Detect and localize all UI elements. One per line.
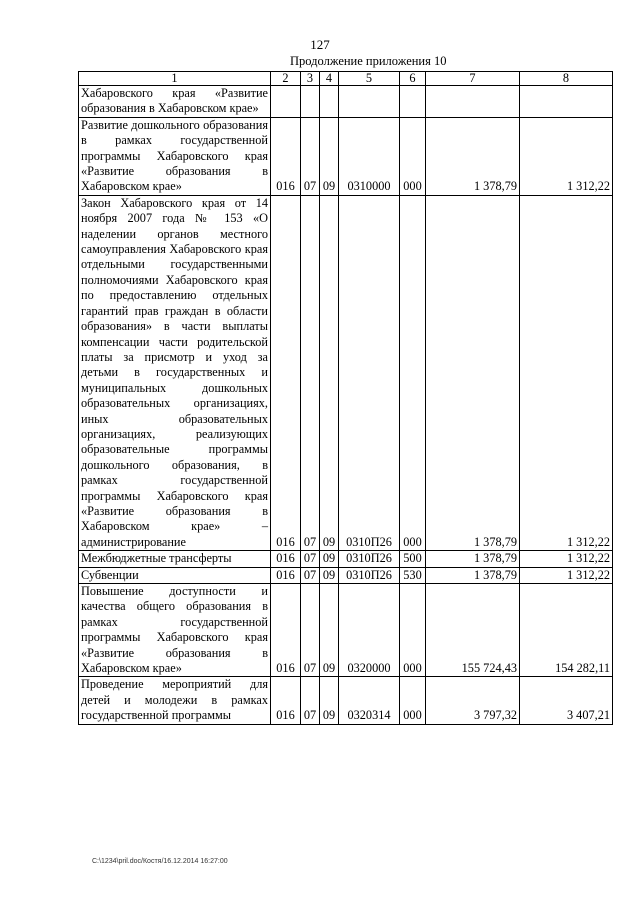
cell-c4: 09 [320,677,339,724]
cell-c4: 09 [320,567,339,583]
budget-table [78,71,613,725]
cell-c7: 1 378,79 [426,567,520,583]
page-number: 127 [310,37,330,52]
row-name-cell: Развитие дошкольного образования в рамках государственной программы Хабаровского края «Развитие образования в Хабаровском крае» [79,117,271,195]
cell-c8 [520,86,613,118]
table-row [79,677,613,724]
cell-c3: 07 [301,677,320,724]
cell-c7 [426,86,520,118]
row-name-cell: Повышение доступности и качества общего образования в рамках государственной программы Хабаровского края «Развитие образования в Хабаровском крае» [79,584,271,677]
col-header-4: 4 [320,72,339,86]
cell-c5: 0320000 [339,584,400,677]
row-name-cell: Проведение мероприятий для детей и молодежи в рамках государственной программы [79,677,271,724]
table-row [79,117,613,195]
cell-c3: 07 [301,117,320,195]
cell-c2: 016 [271,677,301,724]
cell-c3 [301,86,320,118]
cell-c3: 07 [301,195,320,550]
row-name-cell: Закон Хабаровского края от 14 ноября 2007 года № 153 «О наделении органов местного самоуправления Хабаровского края отдельными государственными полномочиями Хабаровского края по предоставлению отдельных гарантий прав граждан в области образования» в части выплаты компенсации части родительской платы за присмотр и уход за детьми в государственных и муниципальных дошкольных образовательных организациях, иных образовательных организациях, реализующих образовательные программы дошкольного образования, в рамках государственной программы Хабаровского края «Развитие образования в Хабаровском крае» – администрирование [79,195,271,550]
cell-c2: 016 [271,584,301,677]
col-header-7: 7 [426,72,520,86]
continuation-caption: Продолжение приложения 10 [290,54,447,68]
cell-c7: 1 378,79 [426,195,520,550]
cell-c4: 09 [320,584,339,677]
cell-c8: 1 312,22 [520,551,613,567]
cell-c5: 0310П26 [339,195,400,550]
cell-c8: 154 282,11 [520,584,613,677]
cell-c7: 155 724,43 [426,584,520,677]
cell-c7: 1 378,79 [426,551,520,567]
cell-c3: 07 [301,567,320,583]
cell-c2: 016 [271,117,301,195]
cell-c7: 3 797,32 [426,677,520,724]
table-row [79,551,613,567]
cell-c4: 09 [320,551,339,567]
col-header-1: 1 [79,72,271,86]
row-name-cell: Субвенции [79,567,271,583]
cell-c2: 016 [271,195,301,550]
cell-c6: 000 [400,584,426,677]
col-header-5: 5 [339,72,400,86]
cell-c4: 09 [320,117,339,195]
table-row [79,86,613,118]
cell-c2: 016 [271,551,301,567]
col-header-2: 2 [271,72,301,86]
cell-c6: 530 [400,567,426,583]
cell-c8: 3 407,21 [520,677,613,724]
cell-c5: 0320314 [339,677,400,724]
cell-c8: 1 312,22 [520,195,613,550]
cell-c2: 016 [271,567,301,583]
cell-c8: 1 312,22 [520,567,613,583]
file-path-footer: C:\1234\pril.doc/Костя/16.12.2014 16:27:00 [92,858,228,865]
cell-c5: 0310000 [339,117,400,195]
cell-c4 [320,86,339,118]
cell-c6: 000 [400,195,426,550]
cell-c5 [339,86,400,118]
cell-c7: 1 378,79 [426,117,520,195]
table-row [79,195,613,550]
col-header-3: 3 [301,72,320,86]
cell-c5: 0310П26 [339,551,400,567]
cell-c6: 000 [400,677,426,724]
cell-c6: 000 [400,117,426,195]
cell-c2 [271,86,301,118]
cell-c5: 0310П26 [339,567,400,583]
cell-c3: 07 [301,551,320,567]
col-header-6: 6 [400,72,426,86]
cell-c6 [400,86,426,118]
row-name-cell: Межбюджетные трансферты [79,551,271,567]
header-row [79,72,613,86]
cell-c8: 1 312,22 [520,117,613,195]
table-row [79,567,613,583]
cell-c4: 09 [320,195,339,550]
table-row [79,584,613,677]
cell-c6: 500 [400,551,426,567]
row-name-cell: Хабаровского края «Развитие образования в Хабаровском крае» [79,86,271,118]
col-header-8: 8 [520,72,613,86]
cell-c3: 07 [301,584,320,677]
